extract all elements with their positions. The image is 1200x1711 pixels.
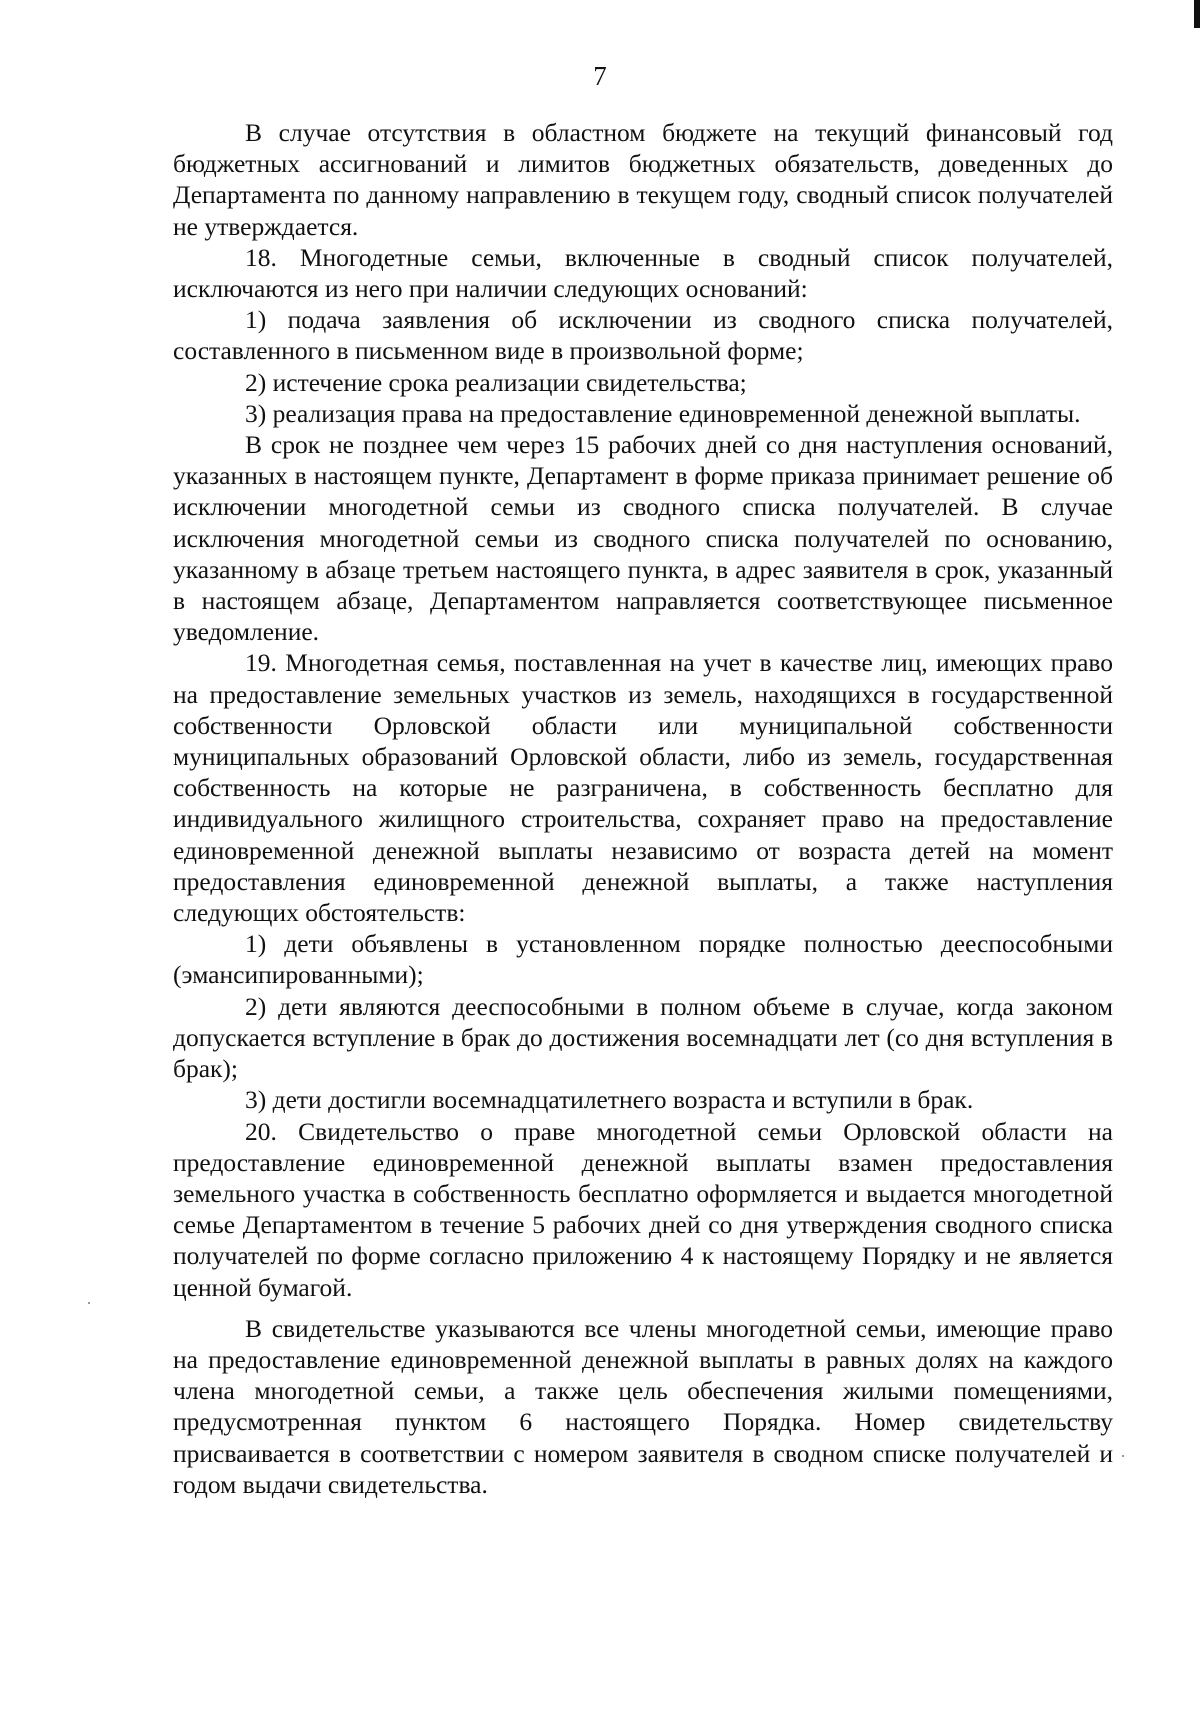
- paragraph-item-18: 18. Многодетные семьи, включенные в сводный список получателей, исключаются из него при наличии следующих оснований:: [173, 242, 1113, 304]
- paragraph-item-18-reason-2: 2) истечение срока реализации свидетельства;: [245, 367, 747, 397]
- document-body: [173, 117, 1113, 1500]
- paragraph-certificate-members: В свидетельстве указываются все члены многодетной семьи, имеющие право на предоставление единовременной денежной выплаты в равных долях на каждого члена многодетной семьи, а также цель обеспечения жилыми помещениями, предусмотренная пунктом 6 настоящего Порядка. Номер свидетельству присваивается в соответствии с номером заявителя в сводном списке получателей и годом выдачи свидетельства.: [173, 1313, 1113, 1499]
- paragraph-item-18-reason-1: 1) подача заявления об исключении из сводного списка получателей, составленного в письменном виде в произвольной форме;: [173, 305, 1113, 366]
- paragraph-no-budget: В случае отсутствия в областном бюджете на текущий финансовый год бюджетных ассигнований и лимитов бюджетных обязательств, доведенных до Департамента по данному направлению в текущем году, сводный список получателей не утверждается.: [173, 118, 1113, 241]
- paragraph-item-18-reason-3: 3) реализация права на предоставление единовременной денежной выплаты.: [245, 398, 1081, 428]
- scan-speck: [1122, 1455, 1124, 1457]
- page-number: 7: [593, 61, 607, 91]
- paragraph-item-19-case-2: 2) дети являются дееспособными в полном объеме в случае, когда законом допускается вступление в брак до достижения восемнадцати лет (со дня вступления в брак);: [173, 991, 1113, 1084]
- paragraph-exclusion-deadline: В срок не позднее чем через 15 рабочих дней со дня наступления оснований, указанных в настоящем пункте, Департамент в форме приказа принимает решение об исключении многодетной семьи из сводного списка получателей. В случае исключения многодетной семьи из сводного списка получателей по основанию, указанному в абзаце третьем настоящего пункта, в адрес заявителя в срок, указанный в настоящем абзаце, Департаментом направляется соответствующее письменное уведомление.: [173, 430, 1113, 647]
- paragraph-item-19: 19. Многодетная семья, поставленная на учет в качестве лиц, имеющих право на предоставление земельных участков из земель, находящихся в государственной собственности Орловской области или муниципальной собственности муниципальных образований Орловской области, либо из земель, государственная собственность на которые не разграничена, в собственность бесплатно для индивидуального жилищного строительства, сохраняет право на предоставление единовременной денежной выплаты независимо от возраста детей на момент предоставления единовременной денежной выплаты, а также наступления следующих обстоятельств:: [173, 648, 1113, 928]
- paragraph-item-19-case-3: 3) дети достигли восемнадцатилетнего возраста и вступили в брак.: [245, 1085, 974, 1115]
- paragraph-item-20: 20. Свидетельство о праве многодетной семьи Орловской области на предоставление единовременной денежной выплаты взамен предоставления земельного участка в собственность бесплатно оформляется и выдается многодетной семье Департаментом в течение 5 рабочих дней со дня утверждения сводного списка получателей по форме согласно приложению 4 к настоящему Порядку и не является ценной бумагой.: [173, 1116, 1113, 1302]
- scan-speck: [88, 1302, 90, 1304]
- scan-edge-mark: [1194, 0, 1200, 28]
- paragraph-item-19-case-1: 1) дети объявлены в установленном порядке полностью дееспособными (эмансипированными);: [173, 929, 1113, 990]
